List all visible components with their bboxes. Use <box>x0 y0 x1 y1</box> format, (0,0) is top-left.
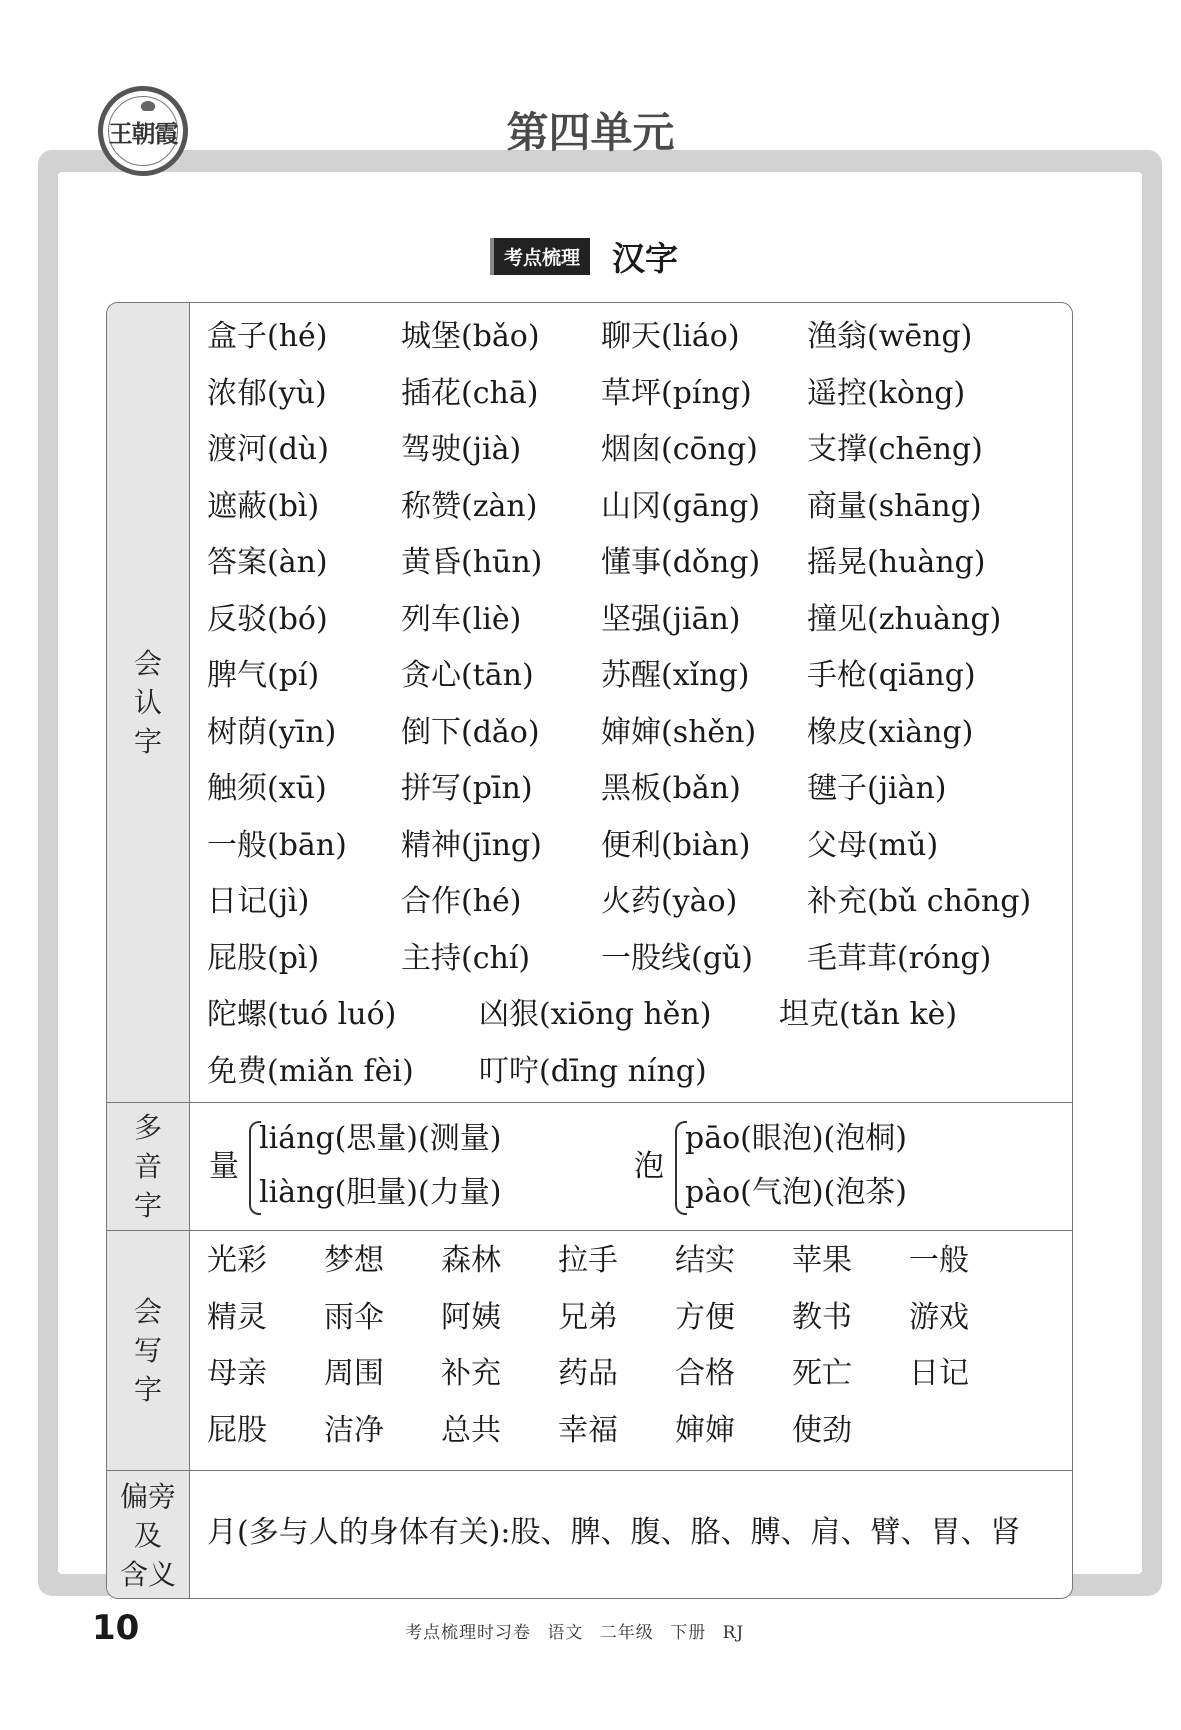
recognize-word: 插花(chā) <box>401 375 539 411</box>
write-word: 合格 <box>675 1356 735 1391</box>
write-word: 光彩 <box>207 1243 267 1278</box>
footer-text: 考点梳理时习卷 语文 二年级 下册 RJ <box>405 1623 745 1643</box>
recognize-word: 一般(bān) <box>207 827 347 863</box>
row-label-write: 会 写 字 <box>107 1231 190 1470</box>
recognize-word: 凶狠(xiōng hěn) <box>479 997 712 1032</box>
unit-title: 第四单元 <box>506 108 675 157</box>
row-label-polyphonic: 多 音 字 <box>107 1103 190 1230</box>
recognize-word: 渡河(dù) <box>207 432 329 467</box>
poly-reading: liàng(胆量)(力量) <box>259 1175 502 1210</box>
recognize-word: 便利(biàn) <box>601 827 751 863</box>
recognize-word: 主持(chí) <box>401 940 531 976</box>
recognize-word: 叮咛(dīng níng) <box>479 1053 707 1089</box>
recognize-word: 撞见(zhuàng) <box>807 601 1002 637</box>
write-word: 精灵 <box>207 1299 267 1335</box>
recognize-word: 坚强(jiān) <box>601 601 741 637</box>
recognize-word: 商量(shāng) <box>807 488 982 524</box>
write-word: 周围 <box>324 1356 384 1391</box>
recognize-word: 橡皮(xiàng) <box>807 714 974 750</box>
recognize-word: 精神(jīng) <box>401 827 542 863</box>
poly-char-2: 泡 <box>634 1149 664 1184</box>
write-word: 森林 <box>441 1243 501 1278</box>
row-label-radical: 偏旁 及 含义 <box>107 1471 190 1599</box>
recognize-word: 手枪(qiāng) <box>807 658 976 693</box>
write-word: 雨伞 <box>324 1299 384 1335</box>
recognize-word: 渔翁(wēng) <box>807 319 973 354</box>
write-word: 兄弟 <box>558 1299 618 1335</box>
write-word: 婶婶 <box>675 1412 735 1448</box>
recognize-word: 反驳(bó) <box>207 601 328 637</box>
recognize-word: 火药(yào) <box>601 884 738 919</box>
row-label-recognize: 会 认 字 <box>107 303 190 1102</box>
recognize-word: 合作(hé) <box>401 884 522 919</box>
recognize-word: 倒下(dǎo) <box>401 714 540 750</box>
section-title: 汉字 <box>612 239 679 278</box>
recognize-word: 黑板(bǎn) <box>601 771 741 806</box>
recognize-word: 免费(miǎn fèi) <box>207 1053 414 1089</box>
recognize-word: 盒子(hé) <box>207 319 328 354</box>
write-word: 洁净 <box>324 1412 384 1448</box>
recognize-word: 婶婶(shěn) <box>601 714 757 750</box>
row-write <box>107 1231 1072 1471</box>
recognize-word: 脾气(pí) <box>207 658 320 693</box>
recognize-word: 树荫(yīn) <box>207 714 337 750</box>
recognize-word: 山冈(gāng) <box>601 488 761 524</box>
recognize-word: 遥控(kòng) <box>807 375 966 411</box>
recognize-word: 触须(xū) <box>207 771 327 806</box>
write-word: 教书 <box>792 1299 852 1335</box>
recognize-word: 黄昏(hūn) <box>401 545 543 580</box>
write-word: 梦想 <box>324 1243 384 1278</box>
write-word: 补充 <box>441 1356 501 1391</box>
recognize-word: 屁股(pì) <box>207 940 320 976</box>
recognize-word: 驾驶(jià) <box>401 432 522 467</box>
recognize-word: 懂事(dǒng) <box>601 545 761 580</box>
recognize-word: 父母(mǔ) <box>807 827 939 863</box>
page-number: 10 <box>92 1608 140 1648</box>
recognize-word: 贪心(tān) <box>401 658 534 693</box>
recognize-word: 草坪(píng) <box>601 375 752 411</box>
write-word: 一般 <box>909 1243 969 1278</box>
recognize-word: 遮蔽(bì) <box>207 488 320 524</box>
recognize-word: 补充(bǔ chōng) <box>807 884 1032 919</box>
recognize-word: 浓郁(yù) <box>207 375 327 411</box>
write-word: 总共 <box>441 1412 501 1448</box>
recognize-word: 称赞(zàn) <box>401 488 538 524</box>
write-word: 药品 <box>558 1356 618 1391</box>
poly-char-1: 量 <box>209 1149 239 1184</box>
write-word: 使劲 <box>792 1412 852 1448</box>
poly-reading: pāo(眼泡)(泡桐) <box>685 1121 907 1156</box>
section-tag: 考点梳理 <box>490 238 590 275</box>
recognize-word: 日记(jì) <box>207 884 310 919</box>
recognize-word: 毽子(jiàn) <box>807 771 947 806</box>
poly-reading: pào(气泡)(泡茶) <box>685 1175 907 1210</box>
recognize-word: 毛茸茸(róng) <box>807 940 992 976</box>
recognize-word: 坦克(tǎn kè) <box>779 997 958 1032</box>
recognize-word: 答案(àn) <box>207 545 328 580</box>
write-word: 屁股 <box>207 1412 267 1448</box>
recognize-word: 苏醒(xǐng) <box>601 658 750 693</box>
section-header <box>490 233 678 280</box>
write-word: 苹果 <box>792 1243 852 1278</box>
write-word: 阿姨 <box>441 1299 501 1335</box>
recognize-word: 列车(liè) <box>401 601 522 637</box>
write-word: 结实 <box>675 1243 735 1278</box>
recognize-word: 支撑(chēng) <box>807 432 983 467</box>
radical-text: 月(多与人的身体有关):股、脾、腹、胳、膊、肩、臂、胃、肾 <box>207 1515 1021 1550</box>
write-word: 日记 <box>909 1356 969 1391</box>
character-table <box>106 302 1073 1599</box>
write-word: 母亲 <box>207 1356 267 1391</box>
poly-reading: liáng(思量)(测量) <box>259 1121 502 1156</box>
write-word: 幸福 <box>558 1412 618 1448</box>
recognize-word: 聊天(liáo) <box>601 319 740 354</box>
row-recognize <box>107 303 1072 1103</box>
row-polyphonic <box>107 1103 1072 1231</box>
recognize-word: 一股线(gǔ) <box>601 940 753 976</box>
write-word: 游戏 <box>909 1299 969 1335</box>
recognize-word: 城堡(bǎo) <box>401 319 540 354</box>
row-radical <box>107 1471 1072 1599</box>
logo-text: 王朝霞 <box>108 118 178 148</box>
recognize-word: 陀螺(tuó luó) <box>207 997 397 1032</box>
recognize-word: 摇晃(huàng) <box>807 545 986 580</box>
recognize-word: 拼写(pīn) <box>401 771 533 806</box>
recognize-word: 烟囱(cōng) <box>601 432 758 467</box>
write-word: 死亡 <box>792 1356 852 1391</box>
write-word: 方便 <box>675 1299 735 1335</box>
write-word: 拉手 <box>558 1243 618 1278</box>
